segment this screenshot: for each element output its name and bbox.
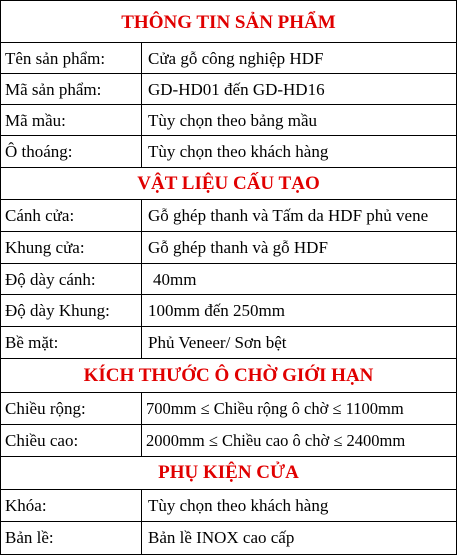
row-value: Phủ Veneer/ Sơn bệt	[148, 333, 287, 352]
section-title-materials: VẬT LIỆU CẤU TẠO	[1, 168, 456, 200]
row-label: Mã sản phẩm:	[1, 74, 142, 104]
row-label: Tên sản phẩm:	[1, 43, 142, 73]
table-row	[1, 136, 456, 168]
table-row	[1, 74, 456, 105]
table-row	[1, 490, 456, 522]
section-title-accessories: PHỤ KIỆN CỬA	[1, 457, 456, 490]
row-value: Gỗ ghép thanh và Tấm da HDF phủ vene	[148, 206, 429, 225]
row-value: Cửa gỗ công nghiệp HDF	[148, 49, 324, 68]
row-label: Khóa:	[1, 490, 142, 521]
table-row	[1, 522, 456, 554]
table-row	[1, 264, 456, 295]
row-label: Chiều cao:	[1, 425, 142, 456]
row-label: Khung cửa:	[1, 232, 142, 263]
row-label: Bản lề:	[1, 522, 142, 554]
row-value: Tùy chọn theo bảng mầu	[148, 111, 318, 130]
table-row	[1, 232, 456, 264]
table-row	[1, 105, 456, 136]
table-row	[1, 425, 456, 457]
row-value: Bản lề INOX cao cấp	[148, 528, 295, 547]
row-label: Mã mầu:	[1, 105, 142, 135]
table-row	[1, 327, 456, 359]
row-value: Tùy chọn theo khách hàng	[148, 496, 329, 515]
row-value: Gỗ ghép thanh và gỗ HDF	[148, 238, 328, 257]
row-label: Bề mặt:	[1, 327, 142, 358]
row-value: Tùy chọn theo khách hàng	[148, 142, 329, 161]
table-row	[1, 43, 456, 74]
table-row	[1, 295, 456, 327]
row-label: Độ dày Khung:	[1, 295, 142, 326]
row-value: 2000mm ≤ Chiều cao ô chờ ≤ 2400mm	[146, 431, 406, 450]
row-label: Cánh cửa:	[1, 200, 142, 231]
section-title-product-info: THÔNG TIN SẢN PHẨM	[1, 1, 456, 43]
row-value: 700mm ≤ Chiều rộng ô chờ ≤ 1100mm	[146, 399, 404, 418]
row-label: Độ dày cánh:	[1, 264, 142, 294]
row-value: 40mm	[153, 270, 197, 289]
row-label: Chiều rộng:	[1, 393, 142, 424]
section-title-opening-size: KÍCH THƯỚC Ô CHỜ GIỚI HẠN	[1, 359, 456, 393]
row-value: GD-HD01 đến GD-HD16	[148, 80, 325, 99]
row-label: Ô thoáng:	[1, 136, 142, 167]
table-row	[1, 200, 456, 232]
row-value: 100mm đến 250mm	[148, 301, 285, 320]
table-row	[1, 393, 456, 425]
